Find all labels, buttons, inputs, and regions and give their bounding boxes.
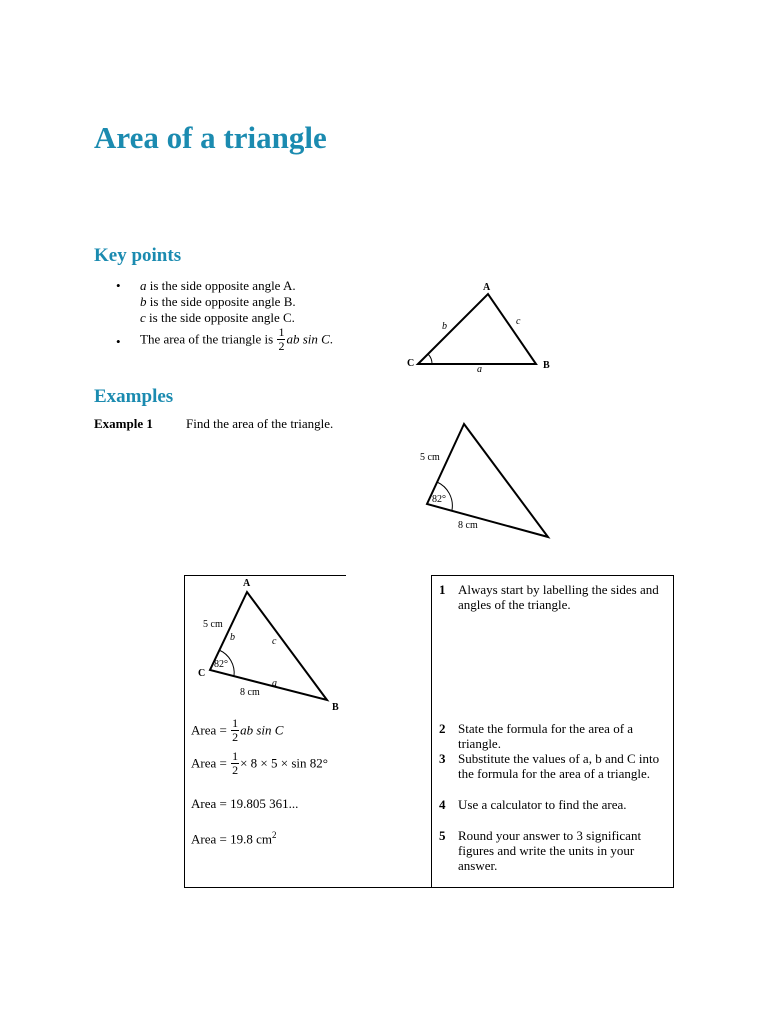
solution-side-label-b: b — [230, 632, 235, 643]
working-2-denominator: 2 — [232, 763, 239, 777]
key-point-area-formula — [140, 326, 400, 353]
working-4-text: Area = 19.8 cm — [191, 831, 272, 847]
side-label-a: a — [477, 364, 482, 375]
working-4-superscript: 2 — [271, 830, 277, 840]
working-line-4 — [191, 827, 276, 847]
step-2-text: State the formula for the area of a triangle. — [458, 721, 634, 751]
working-2-fraction — [231, 750, 239, 777]
working-2-expression: × 8 × 5 × sin 82° — [240, 755, 328, 771]
vertex-label-c: C — [407, 358, 415, 369]
working-line-1 — [191, 717, 283, 744]
step-1-text: Always start by labelling the sides and angles of the triangle. — [458, 582, 659, 612]
step-2-number: 2 — [439, 721, 446, 736]
working-line-3: Area = 19.805 361... — [191, 796, 299, 811]
formula-period: . — [329, 331, 334, 347]
angle-arc-c — [428, 354, 432, 364]
working-1-fraction — [231, 717, 239, 744]
table-column-divider — [431, 575, 432, 888]
page-title: Area of a triangle — [94, 120, 327, 155]
fraction-denominator: 2 — [278, 339, 285, 353]
solution-side-8cm: 8 cm — [240, 687, 260, 698]
var-c: c — [140, 310, 146, 325]
triangle-diagram-labelled — [400, 278, 570, 378]
working-1-numerator: 1 — [232, 716, 239, 730]
side-label-c: c — [516, 316, 521, 327]
key-point-line-a: is the side opposite angle A. — [146, 278, 296, 293]
step-5-number: 5 — [439, 828, 446, 843]
solution-side-label-c: c — [272, 636, 277, 647]
solution-vertex-b: B — [332, 702, 339, 713]
key-point-line-c: is the side opposite angle C. — [145, 310, 295, 325]
side-label-5cm: 5 cm — [420, 452, 440, 463]
bullet-marker-2: • — [116, 334, 121, 349]
area-formula-expression: ab sin C — [286, 331, 330, 347]
key-point-sides — [140, 278, 400, 326]
area-formula-text: The area of the triangle is — [140, 331, 274, 347]
table-border-gap — [346, 574, 432, 577]
working-1-prefix: Area = — [191, 722, 227, 738]
step-3-text: Substitute the values of a, b and C into the formula for the area of a triangle. — [458, 751, 660, 781]
example-question: Find the area of the triangle. — [186, 416, 334, 431]
example-label: Example 1 — [94, 416, 153, 431]
step-4-text: Use a calculator to find the area. — [458, 797, 627, 812]
solution-side-label-a: a — [272, 678, 277, 689]
examples-heading: Examples — [94, 386, 174, 407]
key-point-line-b: is the side opposite angle B. — [146, 294, 296, 309]
solution-vertex-c: C — [198, 668, 206, 679]
example-triangle-shape — [427, 424, 548, 537]
vertex-label-a: A — [483, 282, 491, 293]
step-5-text: Round your answer to 3 significant figures and write the units in your answer. — [458, 828, 642, 873]
solution-triangle-diagram — [190, 574, 350, 714]
working-1-expression: ab sin C — [240, 722, 284, 738]
solution-triangle-shape — [210, 592, 327, 700]
working-line-2 — [191, 750, 328, 777]
working-2-numerator: 1 — [232, 749, 239, 763]
var-b: b — [140, 294, 147, 309]
side-label-b: b — [442, 321, 447, 332]
solution-side-5cm: 5 cm — [203, 619, 223, 630]
step-3-number: 3 — [439, 751, 446, 766]
step-4-number: 4 — [439, 797, 446, 812]
solution-angle-82: 82° — [214, 659, 228, 670]
working-2-prefix: Area = — [191, 755, 227, 771]
angle-label-82: 82° — [432, 494, 446, 505]
triangle-shape — [418, 294, 536, 364]
example-triangle-diagram — [410, 418, 560, 543]
vertex-label-b: B — [543, 360, 550, 371]
half-fraction — [277, 326, 285, 353]
key-points-heading: Key points — [94, 245, 182, 266]
step-1-number: 1 — [439, 582, 446, 597]
side-label-8cm: 8 cm — [458, 520, 478, 531]
solution-vertex-a: A — [243, 578, 251, 589]
bullet-marker-1: • — [116, 278, 121, 293]
fraction-numerator: 1 — [278, 325, 285, 339]
var-a: a — [140, 278, 147, 293]
working-1-denominator: 2 — [232, 730, 239, 744]
